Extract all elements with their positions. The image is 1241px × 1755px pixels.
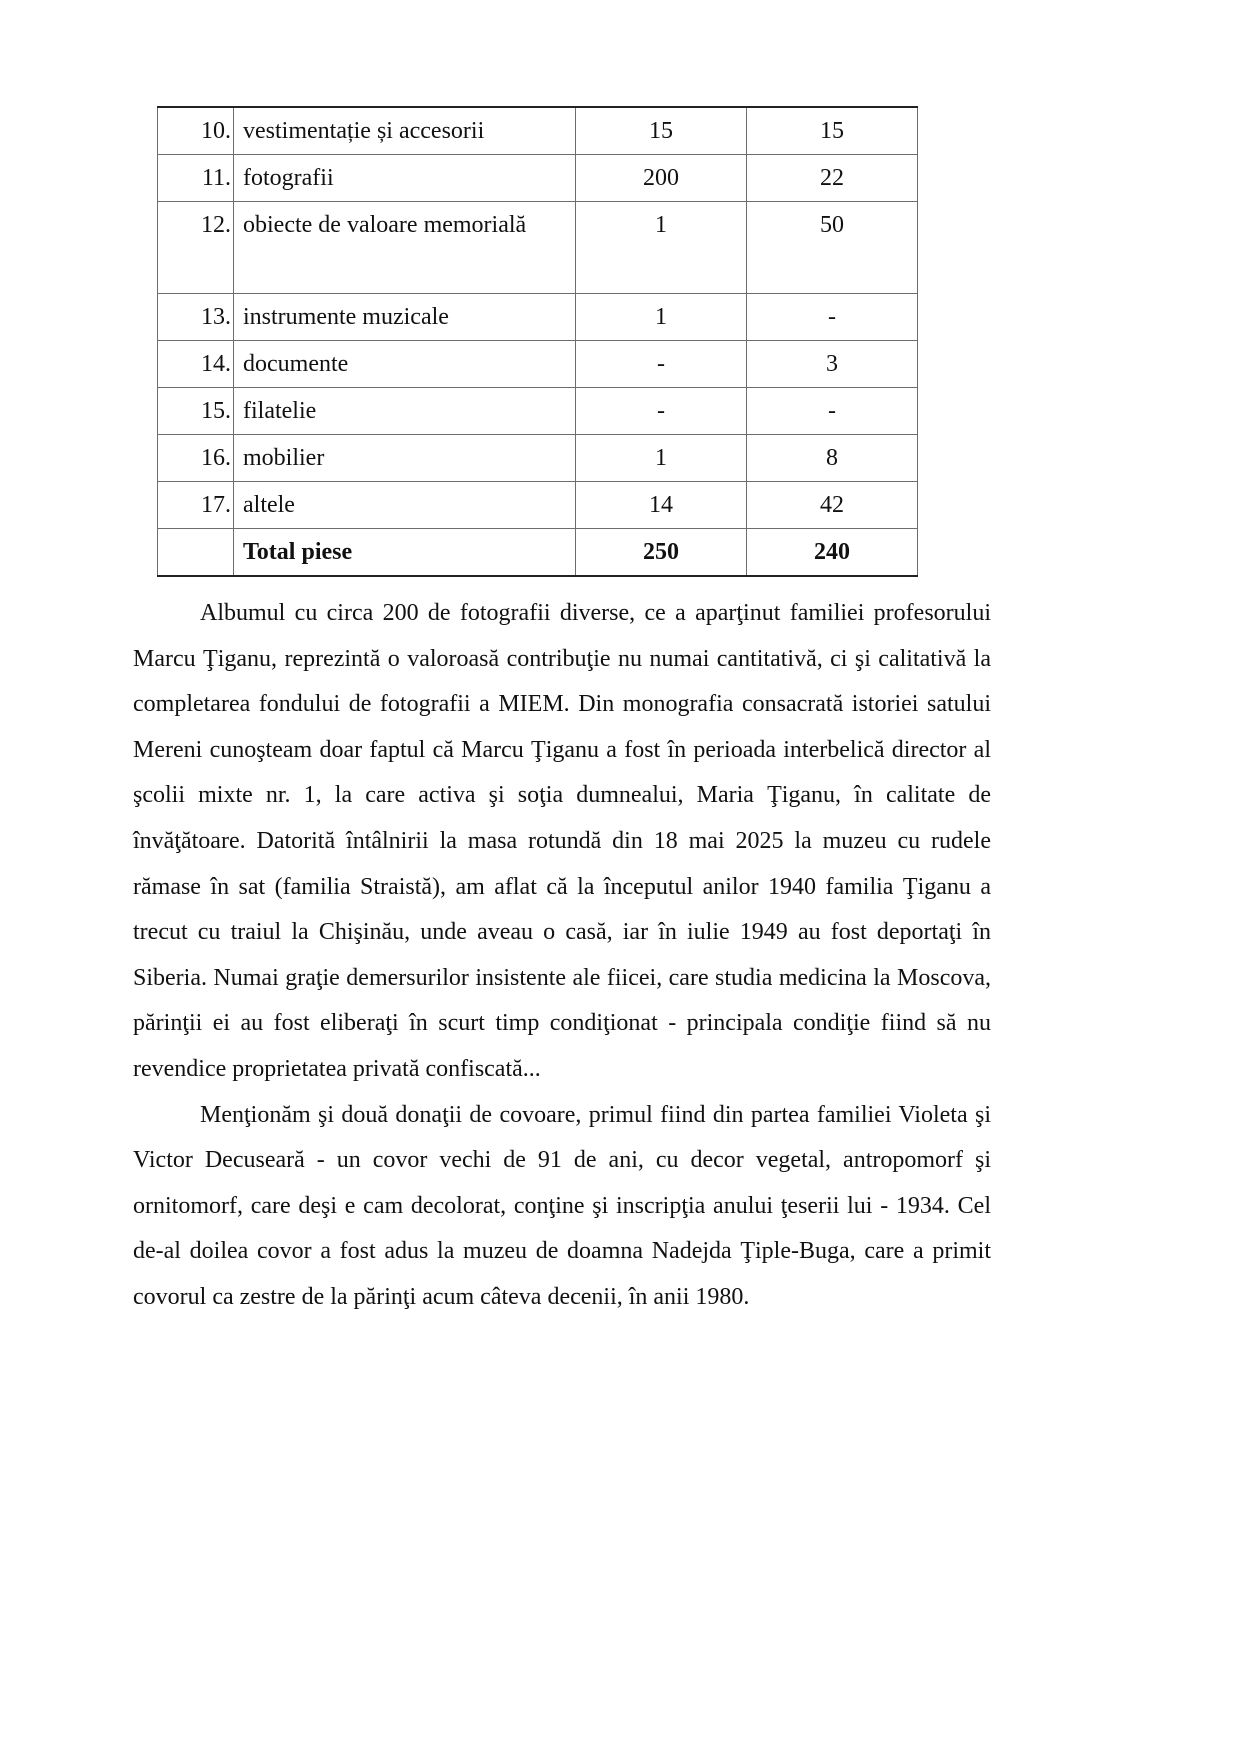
- value-col-1: 14: [576, 482, 747, 529]
- total-label: Total piese: [234, 529, 576, 577]
- value-col-1: 200: [576, 155, 747, 202]
- category-name: vestimentație și accesorii: [234, 107, 576, 155]
- value-col-2: 8: [747, 435, 918, 482]
- value-col-2: -: [747, 294, 918, 341]
- category-name: fotografii: [234, 155, 576, 202]
- table-row: [158, 107, 918, 155]
- table-row: [158, 435, 918, 482]
- value-col-2: -: [747, 388, 918, 435]
- donations-table: [157, 106, 918, 577]
- row-number: 16.: [158, 435, 234, 482]
- value-col-1: 1: [576, 294, 747, 341]
- table-row: [158, 341, 918, 388]
- table-row: [158, 294, 918, 341]
- category-name: documente: [234, 341, 576, 388]
- row-number: [158, 529, 234, 577]
- category-name: mobilier: [234, 435, 576, 482]
- table-row: [158, 388, 918, 435]
- value-col-2: 15: [747, 107, 918, 155]
- paragraph-carpet-donations: Menţionăm şi două donaţii de covoare, primul fiind din partea familiei Violeta şi Victor Decuseară - un covor vechi de 91 de ani, cu decor vegetal, antropomorf şi ornitomorf, care deşi e cam decolorat, conţine şi inscripţia anului ţeserii lui - 1934. Cel de-al doilea covor a fost adus la muzeu de doamna Nadejda Ţiple-Buga, care a primit covorul ca zestre de la părinţi acum câteva decenii, în anii 1980.: [133, 1101, 991, 1310]
- category-name: filatelie: [234, 388, 576, 435]
- paragraph-photo-album: Albumul cu circa 200 de fotografii diverse, ce a aparţinut familiei profesorului Marcu Ţiganu, reprezintă o valoroasă contribuţie nu numai cantitativă, ci şi calitativă la completarea fondului de fotografii a MIEM. Din monografia consacrată istoriei satului Mereni cunoşteam doar faptul că Marcu Ţiganu a fost în perioada interbelică director al şcolii mixte nr. 1, la care activa şi soţia dumnealui, Maria Ţiganu, în calitate de învăţătoare. Datorită întâlnirii la masa rotundă din 18 mai 2025 la muzeu cu rudele rămase în sat (familia Straistă), am aflat că la începutul anilor 1940 familia Ţiganu a trecut cu traiul la Chişinău, unde aveau o casă, iar în iulie 1949 au fost deportaţi în Siberia. Numai graţie demersurilor insistente ale fiicei, care studia medicina la Moscova, părinţii ei au fost eliberaţi în scurt timp condiţionat - principala condiţie fiind să nu revendice proprietatea privată confiscată...: [133, 600, 991, 1082]
- table-row: [158, 202, 918, 294]
- category-name: instrumente muzicale: [234, 294, 576, 341]
- value-col-2: 3: [747, 341, 918, 388]
- total-value-col-2: 240: [747, 529, 918, 577]
- total-value-col-1: 250: [576, 529, 747, 577]
- value-col-1: 1: [576, 435, 747, 482]
- value-col-1: -: [576, 388, 747, 435]
- row-number: 14.: [158, 341, 234, 388]
- table-row: [158, 482, 918, 529]
- value-col-1: 1: [576, 202, 747, 294]
- value-col-1: -: [576, 341, 747, 388]
- value-col-2: 42: [747, 482, 918, 529]
- row-number: 15.: [158, 388, 234, 435]
- row-number: 17.: [158, 482, 234, 529]
- value-col-1: 15: [576, 107, 747, 155]
- row-number: 11.: [158, 155, 234, 202]
- category-name: altele: [234, 482, 576, 529]
- row-number: 12.: [158, 202, 234, 294]
- table-row: [158, 155, 918, 202]
- category-name: obiecte de valoare memorială: [234, 202, 576, 294]
- row-number: 10.: [158, 107, 234, 155]
- row-number: 13.: [158, 294, 234, 341]
- value-col-2: 22: [747, 155, 918, 202]
- body-text: [133, 591, 991, 1321]
- total-row: [158, 529, 918, 577]
- value-col-2: 50: [747, 202, 918, 294]
